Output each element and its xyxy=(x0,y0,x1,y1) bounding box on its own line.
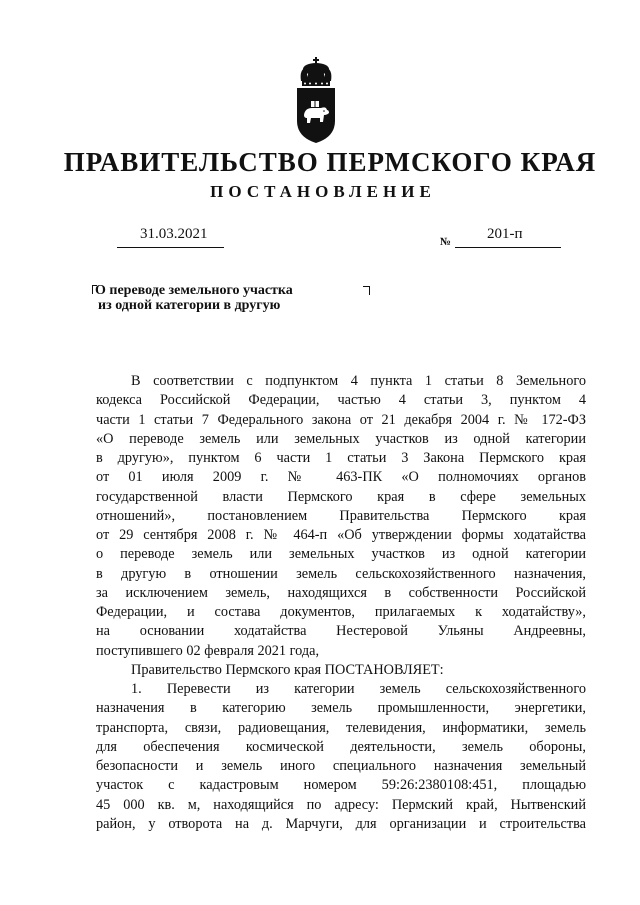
body-line: безопасности и земель иного специального назначения земельный xyxy=(96,758,586,774)
government-title: ПРАВИТЕЛЬСТВО ПЕРМСКОГО КРАЯ xyxy=(63,147,597,177)
body-line: для обеспечения космической деятельности, земель обороны, xyxy=(96,738,586,755)
document-date: 31.03.2021 xyxy=(140,226,208,242)
body-line: В соответствии с подпунктом 4 пункта 1 статьи 8 Земельного xyxy=(131,373,586,389)
subject-line: О переводе земельного участка xyxy=(95,283,293,298)
body-line: назначения в категорию земель промышленности, энергетики, xyxy=(96,700,586,717)
document-body xyxy=(96,372,586,834)
document-type: ПОСТАНОВЛЕНИЕ xyxy=(210,182,436,201)
body-line: части 1 статьи 7 Федерального закона от 21 декабря 2004 г. № 172-ФЗ xyxy=(96,411,586,428)
document-number: 201-п xyxy=(487,226,523,242)
date-underline xyxy=(117,247,224,248)
subject-bracket-right xyxy=(363,286,370,295)
body-line: кодекса Российской Федерации, частью 4 статьи 3, пунктом 4 xyxy=(96,392,586,409)
body-line: Правительство Пермского края ПОСТАНОВЛЯЕТ: xyxy=(131,661,444,678)
body-line: 1. Перевести из категории земель сельскохозяйственного xyxy=(131,681,586,697)
body-line: государственной власти Пермского края в сфере земельных xyxy=(96,488,586,505)
number-underline xyxy=(455,247,561,248)
body-line: район, у отворота на д. Марчуги, для организации и строительства xyxy=(96,815,586,832)
subject-line: из одной категории в другую xyxy=(98,298,281,313)
body-line: от 01 июля 2009 г. № 463-ПК «О полномочиях органов xyxy=(96,469,586,486)
body-line: о переводе земель или земельных участков из одной категории xyxy=(96,546,586,563)
body-line: поступившего 02 февраля 2021 года, xyxy=(96,642,320,659)
coat-of-arms-emblem xyxy=(293,55,349,145)
body-line: 45 000 кв. м, находящийся по адресу: Пермский край, Нытвенский xyxy=(96,796,586,813)
body-line: «О переводе земель или земельных участков из одной категории xyxy=(96,430,586,447)
document-subject xyxy=(95,283,293,313)
body-line: от 29 сентября 2008 г. № 464-п «Об утверждении формы ходатайства xyxy=(96,527,586,543)
body-line: отношений», постановлением Правительства Пермского края xyxy=(96,507,586,524)
number-sign: № xyxy=(440,236,452,248)
body-line: в другую в отношении земель сельскохозяйственного назначения, xyxy=(96,565,586,582)
body-line: на основании ходатайства Нестеровой Ульяны Андреевны, xyxy=(96,623,586,640)
body-line: за исключением земель, находящихся в собственности Российской xyxy=(96,584,586,601)
body-line: участок с кадастровым номером 59:26:2380108:451, площадью xyxy=(96,777,586,794)
body-line: в другую», пунктом 6 части 1 статьи 3 Закона Пермского края xyxy=(96,450,586,466)
body-line: Федерации, и состава документов, прилагаемых к ходатайству», xyxy=(96,604,586,620)
body-line: транспорта, связи, радиовещания, телевидения, информатики, земель xyxy=(96,719,586,736)
